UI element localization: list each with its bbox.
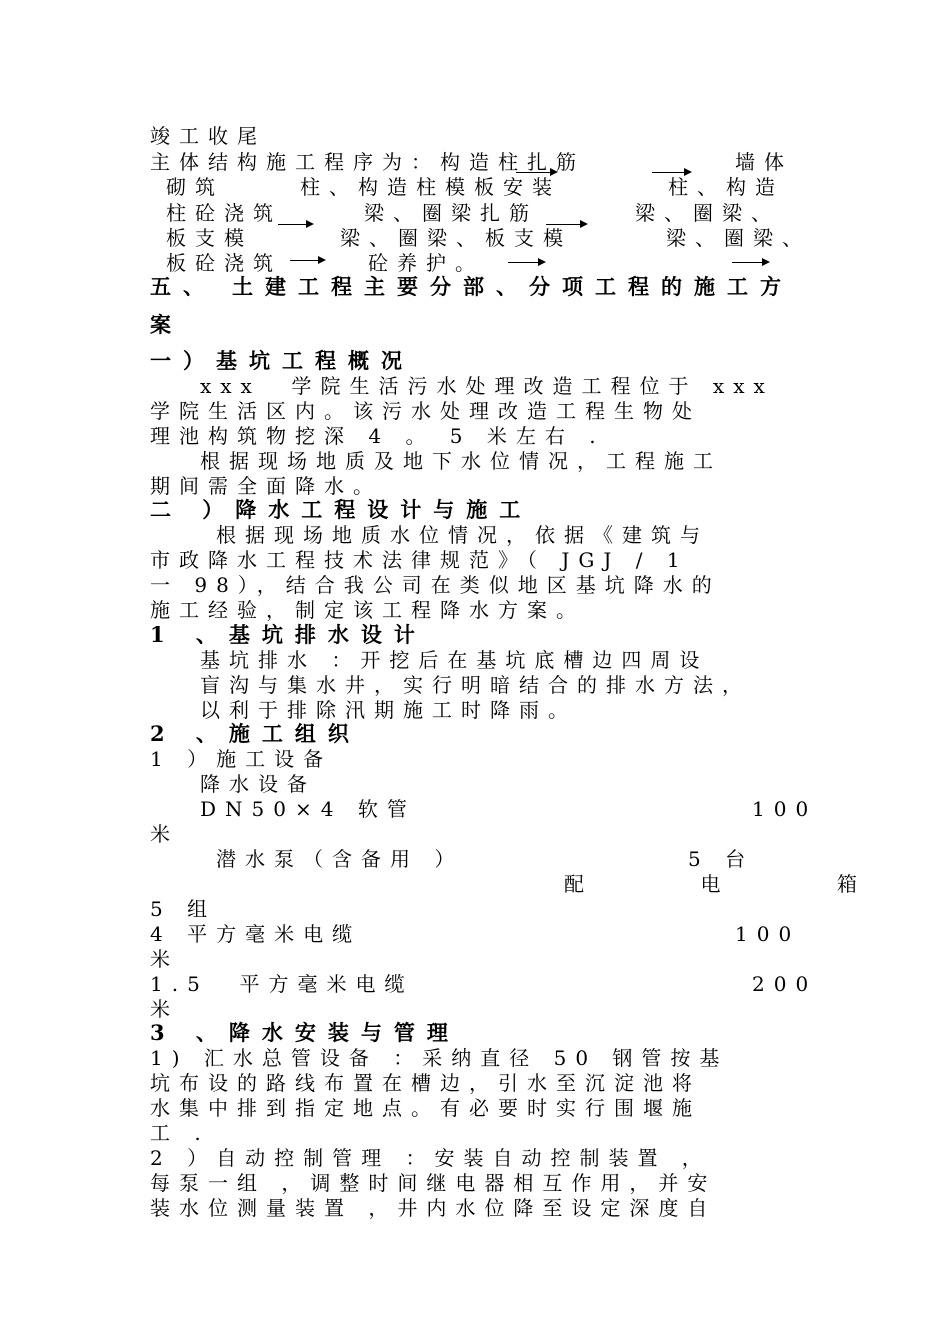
sequence-line-5b: 梁、圈梁、板支模	[340, 226, 572, 250]
equipment-name: 潜水泵（含备用 ）	[216, 847, 464, 871]
equipment-unit: 5 组	[150, 897, 217, 921]
paragraph-line: 1) 汇水总管设备 ：采纳直径 50 钢管按基	[150, 1046, 729, 1070]
paragraph-line: 学院生活区内。该污水处理改造工程生物处	[150, 399, 701, 423]
paragraph-line: 每泵一组 ，调整时间继电器相互作用，并安	[150, 1171, 717, 1195]
sequence-line-6b: 砼养护。	[368, 251, 484, 275]
sequence-line-5c: 梁、圈梁、	[666, 226, 811, 250]
subsection-heading: 二 ）降水工程设计与施工	[150, 497, 533, 522]
sequence-line-3c: 柱、构造	[668, 175, 784, 199]
sub-heading: 1 ）施工设备	[150, 747, 333, 771]
equipment-name: 4 平方毫米电缆	[150, 922, 362, 946]
equipment-unit: 米	[150, 947, 179, 971]
sequence-line-1: 竣工收尾	[150, 124, 266, 148]
flow-arrow	[278, 224, 312, 225]
item-heading: 1 、基坑排水设计	[150, 622, 427, 647]
sequence-line-3b: 柱、构造柱模板安装	[300, 175, 561, 199]
paragraph-line: 基坑排水 ：开挖后在基坑底槽边四周设	[200, 648, 709, 672]
equipment-unit: 米	[150, 822, 179, 846]
sequence-line-4b: 梁、圈梁扎筋	[364, 201, 538, 225]
paragraph-line: 2 ）自动控制管理 ：安装自动控制装置 ，	[150, 1146, 711, 1170]
item-heading: 3 、降水安装与管理	[150, 1020, 460, 1045]
flow-arrow	[546, 224, 586, 225]
paragraph-line: 期间需全面降水。	[150, 474, 382, 498]
paragraph-line: 以利于排除汛期施工时降雨。	[200, 698, 577, 722]
paragraph-line: 根据现场地质水位情况，依据《建筑与	[216, 523, 709, 547]
flow-arrow	[732, 262, 768, 263]
paragraph-line: 装水位测量装置 ，井内水位降至设定深度自	[150, 1196, 717, 1220]
paragraph-line: 盲沟与集水井，实行明暗结合的排水方法，	[200, 673, 751, 697]
flow-arrow	[290, 260, 324, 261]
equipment-qty: 100	[752, 797, 818, 821]
sequence-line-2a: 主体结构施工程序为：构造柱扎筋	[150, 150, 585, 174]
subsection-heading: 一）基坑工程概况	[150, 348, 414, 373]
paragraph-line: 工 .	[150, 1121, 210, 1145]
paragraph-line: 市政降水工程技术法律规范》（ JGJ / 1	[150, 548, 689, 572]
equipment-qty: 200	[752, 972, 818, 996]
equipment-name: 配 电 箱	[564, 872, 867, 896]
flow-arrow	[516, 172, 556, 173]
equipment-group: 降水设备	[200, 772, 316, 796]
paragraph-line: 施工经验，制定该工程降水方案。	[150, 598, 585, 622]
sequence-line-4c: 梁、圈梁、	[635, 201, 780, 225]
section-heading-cont: 案	[150, 312, 183, 337]
sequence-line-6a: 板砼浇筑	[166, 251, 282, 275]
paragraph-line: 水集中排到指定地点。有必要时实行围堰施	[150, 1096, 701, 1120]
paragraph-line: 坑布设的路线布置在槽边，引水至沉淀池将	[150, 1071, 701, 1095]
equipment-unit: 米	[150, 997, 179, 1021]
paragraph-line: xxx 学院生活污水处理改造工程位于 xxx	[200, 374, 774, 398]
equipment-name: DN50×4 软管	[200, 797, 416, 821]
item-heading: 2 、施工组织	[150, 721, 361, 746]
sequence-line-2b: 墙体	[735, 150, 793, 174]
paragraph-line: 根据现场地质及地下水位情况，工程施工	[200, 449, 722, 473]
equipment-qty: 5 台	[688, 847, 755, 871]
sequence-line-3a: 砌筑	[166, 175, 224, 199]
paragraph-line: 一 98），结合我公司在类似地区基坑降水的	[150, 573, 721, 597]
equipment-name: 1.5 平方毫米电缆	[150, 972, 414, 996]
section-heading-number: 五、	[150, 274, 216, 299]
equipment-qty: 100	[735, 922, 801, 946]
flow-arrow	[652, 172, 690, 173]
section-heading: 土建工程主要分部、分项工程的施工方	[232, 274, 793, 299]
flow-arrow	[508, 262, 544, 263]
sequence-line-5a: 板支模	[166, 226, 253, 250]
paragraph-line: 理池构筑物挖深 4 。 5 米左右 .	[150, 424, 605, 448]
sequence-line-4a: 柱砼浇筑	[166, 201, 282, 225]
